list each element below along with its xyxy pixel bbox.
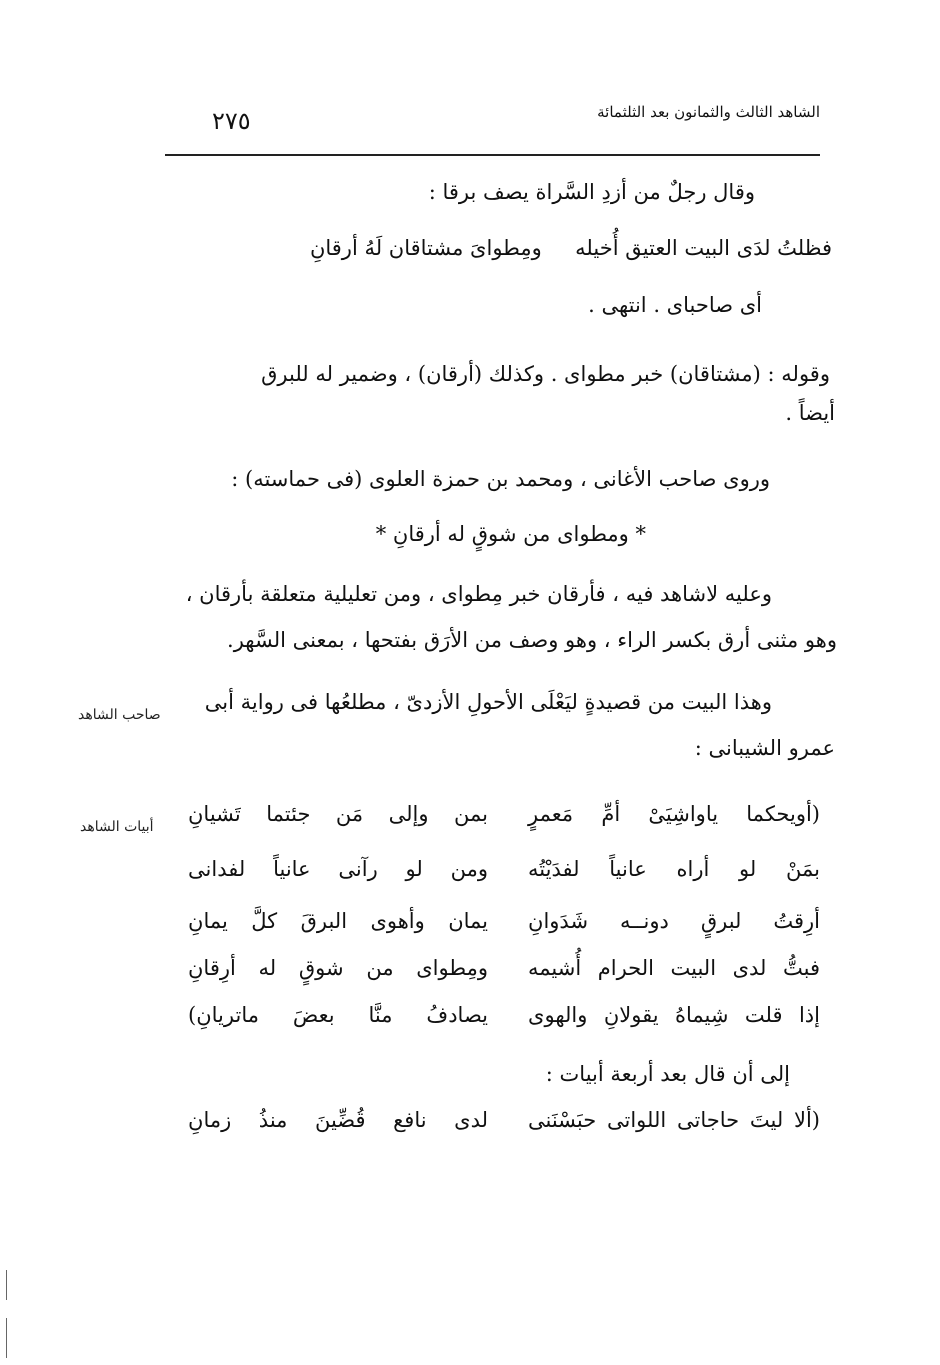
verse-word: (ألا — [793, 1108, 820, 1132]
running-title: الشاهد الثالث والثمانون بعد الثلثمائة — [597, 103, 820, 121]
scan-mark — [6, 1270, 7, 1300]
verse-word: أرِقتُ — [773, 909, 820, 933]
margin-note: أبيات الشاهد — [80, 819, 154, 835]
poem-intro-line: عمرو الشيبانى : — [694, 736, 835, 760]
poem-verse — [188, 909, 820, 933]
verse-word: نافع — [393, 1108, 427, 1132]
verse-word: ومِطواى — [416, 956, 488, 980]
verse-word: أراه — [676, 857, 710, 881]
verse-word: جئتما — [266, 802, 311, 826]
riwaya-verse: * ومطواى من شوقٍ له أرقانِ * — [375, 522, 646, 546]
verse-second-hemistich — [188, 802, 488, 826]
verse-word: بمَنْ — [786, 857, 820, 881]
verse-word: كلَّ — [251, 909, 278, 933]
verse-first-hemistich — [528, 857, 820, 881]
verse-first-hemistich — [528, 1003, 820, 1027]
verse-word: زمانِ — [188, 1108, 232, 1132]
comment-line: وقوله : (مشتاقان) خبر مطواى . وكذلك (أرقان) ، وضمير له للبرق — [261, 362, 830, 386]
verse-word: وإلى — [388, 802, 429, 826]
verse-word: الحرام — [597, 956, 654, 980]
verse-second-hemistich — [188, 909, 488, 933]
verse-word: أُشيمه — [528, 956, 582, 980]
verse-word: مَعمرٍ — [528, 802, 574, 826]
verse-word: بمن — [454, 802, 488, 826]
verse-word: منَّا — [368, 1003, 393, 1027]
verse-first-hemistich — [528, 1108, 820, 1132]
verse-word: عانياً — [273, 857, 311, 881]
verse-first-hemistich — [528, 956, 820, 980]
verse-word: بعضَ — [292, 1003, 335, 1027]
verse-word: مَن — [335, 802, 364, 826]
poem-verse — [188, 1108, 820, 1132]
verse-word: والهوى — [528, 1003, 588, 1027]
verse-word: لدى — [454, 1108, 488, 1132]
comment-line: أى صاحباى . انتهى . — [588, 293, 762, 317]
verse-word: عانياً — [609, 857, 647, 881]
verse-second-hemistich — [188, 956, 488, 980]
verse-word: تَشيانِ — [188, 802, 241, 826]
verse-word: ياواشِيَىْ — [648, 802, 719, 826]
verse-word: لفدَيْتُه — [528, 857, 580, 881]
verse-word: (أويحكما — [746, 802, 820, 826]
verse-first-hemistich — [528, 909, 820, 933]
comment-line: وهو مثنى أرق بكسر الراء ، وهو وصف من الأرَق بفتحها ، بمعنى السَّهر. — [227, 628, 837, 652]
verse-line — [164, 236, 832, 260]
verse-word: البيت — [670, 956, 717, 980]
verse-word: منذُ — [258, 1108, 288, 1132]
verse-word: وأهوى — [370, 909, 425, 933]
margin-note: صاحب الشاهد — [78, 707, 161, 723]
verse-word: لدى — [732, 956, 767, 980]
scan-mark — [6, 1318, 7, 1358]
page-number: ٢٧٥ — [212, 107, 251, 135]
verse-first-hemistich — [528, 802, 820, 826]
verse-word: شِيماهُ — [674, 1003, 729, 1027]
verse-word: أمِّ — [601, 802, 621, 826]
verse-word: أرِقانِ — [188, 956, 236, 980]
verse-word: إذا — [798, 1003, 820, 1027]
verse-word: شوقٍ — [298, 956, 344, 980]
verse-word: لفدانى — [188, 857, 246, 881]
verse-second-hemistich — [188, 1003, 488, 1027]
comment-line: وعليه لاشاهد فيه ، فأرقان خبر مِطواى ، ومن تعليلية متعلقة بأرقان ، — [185, 582, 772, 606]
verse-word: له — [258, 956, 277, 980]
verse-word: لبرقٍ — [700, 909, 742, 933]
verse-word: لو — [405, 857, 423, 881]
verse-word: يمانِ — [188, 909, 228, 933]
verse-word: اللواتى — [607, 1108, 667, 1132]
poem-verse — [188, 956, 820, 980]
verse-word: دونــه — [619, 909, 669, 933]
transition-line: إلى أن قال بعد أربعة أبيات : — [545, 1062, 790, 1086]
intro-line: وقال رجلٌ من أزدِ السَّراة يصف برقا : — [428, 180, 755, 204]
verse-word: ليتَ — [749, 1108, 784, 1132]
verse-word: ماتريانِ) — [188, 1003, 259, 1027]
riwaya-line: وروى صاحب الأغانى ، ومحمد بن حمزة العلوى (فى حماسته) : — [231, 467, 770, 491]
verse-second-hemistich — [188, 1108, 488, 1132]
verse-word: حبَسْنَنى — [528, 1108, 597, 1132]
poem-verse — [188, 802, 820, 826]
verse-word: حاجاتى — [676, 1108, 740, 1132]
verse-word: شَدَوانِ — [528, 909, 589, 933]
poem-intro-line: وهذا البيت من قصيدةٍ ليَعْلَى الأحولِ الأزدىّ ، مطلعُها فى رواية أبى — [204, 690, 772, 714]
verse-text: فظلتُ لدَى البيت العتيق أُخيله ومِطواىَ مشتاقان لَهُ أرقانِ — [309, 236, 832, 260]
poem-verse — [188, 857, 820, 881]
verse-word: فبتُّ — [783, 956, 820, 980]
header-rule — [165, 154, 820, 156]
comment-line: أيضاً . — [785, 401, 835, 425]
verse-word: البرقَ — [300, 909, 348, 933]
verse-word: لو — [739, 857, 757, 881]
verse-word: قلت — [744, 1003, 783, 1027]
poem-verse — [188, 1003, 820, 1027]
verse-second-hemistich — [188, 857, 488, 881]
verse-word: قُضِّينَ — [314, 1108, 366, 1132]
verse-word: ومن — [450, 857, 488, 881]
verse-word: يصادفُ — [426, 1003, 488, 1027]
verse-word: من — [366, 956, 394, 980]
verse-word: يقولانِ — [603, 1003, 659, 1027]
verse-word: رآنى — [338, 857, 378, 881]
verse-word: يمان — [448, 909, 488, 933]
